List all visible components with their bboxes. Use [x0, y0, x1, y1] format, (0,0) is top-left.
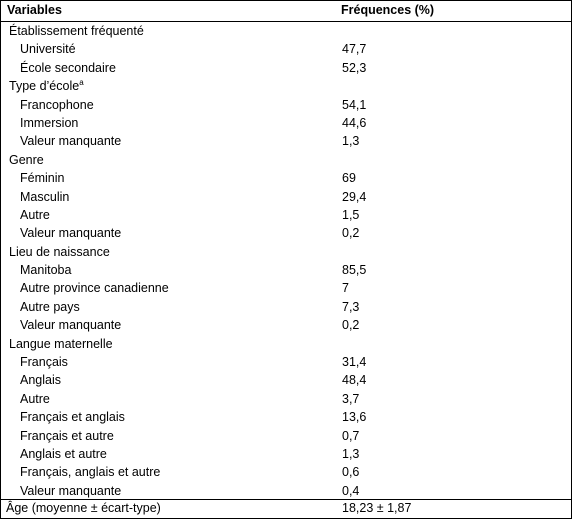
- row-label: [20, 59, 116, 77]
- row-label: [20, 40, 76, 58]
- table-row: [1, 188, 571, 206]
- age-value: 18,23 ± 1,87: [342, 501, 412, 515]
- row-value: 3,7: [342, 391, 360, 406]
- label-text: Masculin: [20, 189, 70, 204]
- table-row: [1, 169, 571, 187]
- table-row: [1, 408, 571, 426]
- row-value: 0,6: [342, 465, 360, 480]
- label-text: Féminin: [20, 171, 65, 186]
- row-value: 69: [342, 171, 356, 186]
- table-row: [1, 371, 571, 389]
- label-text: Anglais: [20, 373, 61, 388]
- table-row: [1, 463, 571, 481]
- row-value: 1,3: [342, 446, 360, 461]
- label-text: Français, anglais et autre: [20, 465, 161, 480]
- row-value: 7: [342, 281, 349, 296]
- row-label: [20, 427, 114, 445]
- row-value: 85,5: [342, 263, 367, 278]
- table-row: [1, 40, 571, 58]
- row-label: [20, 390, 50, 408]
- row-value: 31,4: [342, 355, 367, 370]
- row-value: 0,2: [342, 318, 360, 333]
- row-value: 0,4: [342, 483, 360, 498]
- section-row: [1, 22, 571, 40]
- section-label: [9, 22, 144, 40]
- label-text: Valeur manquante: [20, 226, 122, 241]
- row-label: [20, 353, 68, 371]
- row-value: 47,7: [342, 42, 367, 57]
- table-row: [1, 96, 571, 114]
- row-label: [20, 371, 61, 389]
- table-row: [1, 427, 571, 445]
- label-text: Type d’école: [9, 79, 80, 94]
- label-text: Français: [20, 355, 68, 370]
- table-row: [1, 445, 571, 463]
- label-text: Université: [20, 42, 76, 57]
- table-row: [1, 206, 571, 224]
- row-label: [20, 169, 64, 187]
- row-label: [20, 114, 78, 132]
- section-row: [1, 335, 571, 353]
- table-body: [1, 22, 571, 500]
- label-text: Autre: [20, 207, 50, 222]
- row-label: [20, 445, 107, 463]
- row-label: [20, 132, 121, 150]
- row-value: 48,4: [342, 373, 367, 388]
- table-row: [1, 59, 571, 77]
- row-value: 7,3: [342, 299, 360, 314]
- row-value: 1,3: [342, 134, 360, 149]
- label-text: Anglais et autre: [20, 446, 107, 461]
- table-row: [1, 261, 571, 279]
- row-label: [20, 261, 71, 279]
- table-header: [1, 1, 571, 22]
- row-label: [20, 482, 121, 500]
- table-row: [1, 114, 571, 132]
- row-value: 0,2: [342, 226, 360, 241]
- row-value: 44,6: [342, 115, 367, 130]
- row-label: [20, 408, 125, 426]
- table-row: [1, 298, 571, 316]
- row-value: 13,6: [342, 410, 367, 425]
- table-row: [1, 224, 571, 242]
- row-label: [20, 224, 121, 242]
- row-label: [20, 298, 80, 316]
- label-text: Manitoba: [20, 263, 72, 278]
- section-label: [9, 151, 44, 169]
- table-row: [1, 316, 571, 334]
- footnote-marker: a: [79, 78, 84, 88]
- label-text: Valeur manquante: [20, 318, 122, 333]
- row-value: 52,3: [342, 60, 367, 75]
- label-text: Francophone: [20, 97, 94, 112]
- section-label: [9, 77, 84, 95]
- label-text: Immersion: [20, 115, 79, 130]
- label-text: Établissement fréquenté: [9, 24, 144, 38]
- header-variables: Variables: [7, 3, 62, 17]
- table-row: [1, 390, 571, 408]
- age-label: Âge (moyenne ± écart-type): [6, 501, 161, 515]
- row-label: [20, 96, 94, 114]
- label-text: Autre province canadienne: [20, 281, 169, 296]
- label-text: Langue maternelle: [9, 336, 113, 351]
- label-text: Autre: [20, 391, 50, 406]
- label-text: Valeur manquante: [20, 134, 122, 149]
- row-label: [20, 463, 160, 481]
- age-row: [1, 499, 571, 518]
- section-row: [1, 151, 571, 169]
- section-row: [1, 243, 571, 261]
- row-value: 54,1: [342, 97, 367, 112]
- row-label: [20, 316, 121, 334]
- label-text: Valeur manquante: [20, 483, 122, 498]
- row-label: [20, 188, 69, 206]
- label-text: École secondaire: [20, 60, 116, 75]
- row-value: 0,7: [342, 428, 360, 443]
- table-row: [1, 132, 571, 150]
- section-label: [9, 243, 110, 261]
- label-text: Lieu de naissance: [9, 244, 110, 259]
- label-text: Autre pays: [20, 299, 80, 314]
- row-label: [20, 279, 169, 297]
- label-text: Genre: [9, 152, 44, 167]
- label-text: Français et anglais: [20, 410, 125, 425]
- table-row: [1, 279, 571, 297]
- row-value: 29,4: [342, 189, 367, 204]
- table-row: [1, 482, 571, 500]
- section-label: [9, 335, 113, 353]
- label-text: Français et autre: [20, 428, 114, 443]
- table-row: [1, 353, 571, 371]
- section-row: [1, 77, 571, 95]
- row-label: [20, 206, 50, 224]
- header-frequencies: Fréquences (%): [341, 3, 435, 17]
- row-value: 1,5: [342, 207, 360, 222]
